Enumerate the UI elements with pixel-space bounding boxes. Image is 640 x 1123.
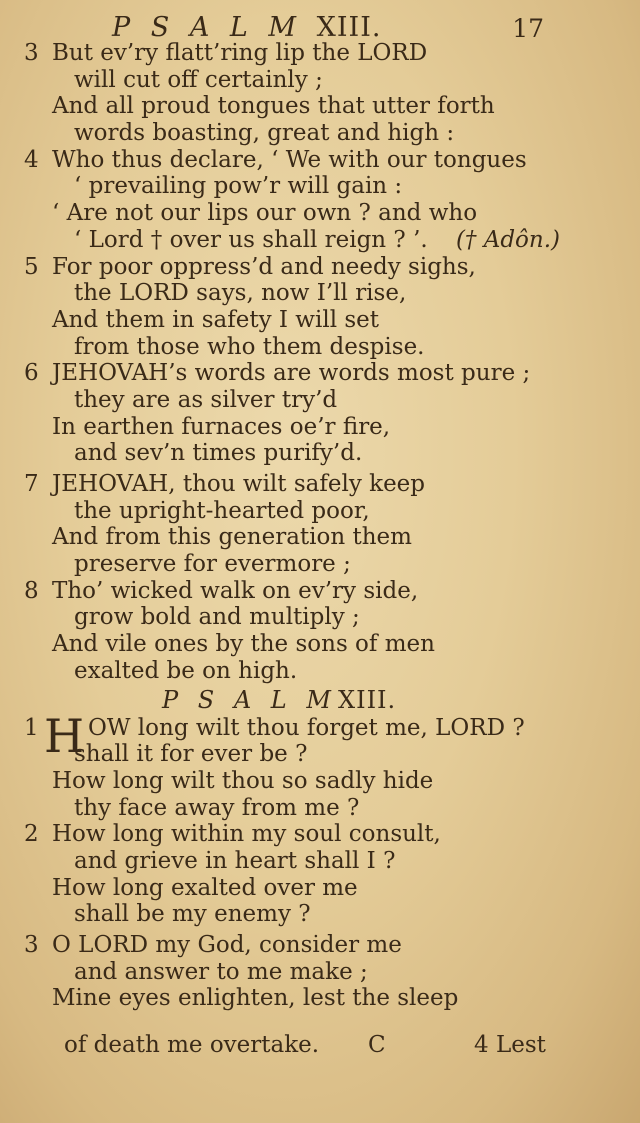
verse-text: And vile ones by the sons of men [52, 631, 435, 658]
psalm-12-continuation [0, 40, 640, 685]
verse-line [0, 631, 640, 658]
verse-text: the upright-hearted poor, [74, 497, 370, 524]
verse-line [0, 147, 640, 174]
verse-number: 8 [24, 577, 39, 604]
verse-number: 2 [24, 821, 39, 848]
running-title [112, 12, 381, 43]
verse-line [0, 440, 640, 467]
verse-line [0, 821, 640, 848]
psalm-heading [0, 685, 640, 715]
page-footer [0, 1032, 640, 1062]
verse-number: 4 [24, 146, 39, 173]
verse-text: O LORD my God, consider me [52, 932, 402, 958]
verse-text: preserve for evermore ; [74, 551, 351, 578]
verse-number: 3 [24, 932, 39, 958]
verse-text: Mine eyes enlighten, lest the sleep [52, 985, 459, 1012]
running-title-number: XIII. [316, 12, 382, 43]
verse-line [0, 551, 640, 578]
verse-line [0, 200, 640, 227]
page-number: 17 [512, 14, 544, 43]
signature-mark: C [368, 1032, 386, 1058]
verse-text: JEHOVAH’s words are words most pure ; [52, 360, 531, 387]
verse-line [0, 67, 640, 94]
drop-cap: H [44, 708, 85, 763]
verse-text: grow bold and multiply ; [74, 604, 360, 631]
verse-line [0, 254, 640, 281]
verse-line [0, 524, 640, 551]
psalm-heading-title: P S A L M [162, 685, 337, 714]
verse-text: from those who them despise. [74, 333, 425, 360]
verse-line [0, 93, 640, 120]
verse-line [0, 795, 640, 822]
verse-line [0, 604, 640, 631]
verse-text: thy face away from me ? [74, 794, 360, 821]
verse-text: and answer to me make ; [74, 958, 368, 985]
catchword: 4 Lest [474, 1032, 546, 1058]
verse-text: How long within my soul consult, [52, 821, 441, 848]
verse-line [0, 848, 640, 875]
verse-line [0, 498, 640, 525]
verse-text: And from this generation them [52, 524, 412, 551]
verse-text: exalted be on high. [74, 657, 298, 684]
psalm-heading-number: XIII. [338, 685, 397, 714]
verse-line [0, 280, 640, 307]
verse-text: In earthen furnaces oe’r fire, [52, 413, 391, 440]
verse-line [0, 741, 640, 768]
verse-text: ‘ Lord † over us shall reign ? ’. [74, 226, 428, 253]
verse-text: ‘ prevailing pow’r will gain : [74, 173, 403, 200]
verse-text: of death me overtake. [64, 1032, 320, 1058]
verse-text: and grieve in heart shall I ? [74, 847, 396, 874]
verse-text: shall be my enemy ? [74, 901, 311, 928]
marginal-note: († Adôn.) [455, 226, 560, 253]
verse-line [0, 578, 640, 605]
verse-number: 7 [24, 471, 39, 497]
verse-text: JEHOVAH, thou wilt safely keep [52, 471, 426, 497]
verse-text: Tho’ wicked walk on ev’ry side, [52, 577, 419, 604]
verse-line [0, 334, 640, 361]
verse-line [0, 120, 640, 147]
verse-text: will cut off certainly ; [74, 66, 323, 93]
psalm-13-verses [0, 741, 640, 1012]
verse-line [0, 227, 640, 254]
verse-number: 1 [24, 714, 39, 741]
verse-number: 5 [24, 253, 39, 280]
verse-line [0, 307, 640, 334]
verse-text: and sev’n times purify’d. [74, 440, 363, 467]
verse-number: 6 [24, 360, 39, 387]
page-body [0, 40, 640, 1012]
verse-number: 3 [24, 40, 39, 66]
verse-text: they are as silver try’d [74, 386, 338, 413]
verse-line [0, 875, 640, 902]
verse-line [0, 387, 640, 414]
verse-text: words boasting, great and high : [74, 120, 455, 147]
verse-text: And them in safety I will set [52, 306, 380, 333]
verse-line [0, 985, 640, 1012]
verse-line [0, 173, 640, 200]
running-title-text: P S A L M [112, 12, 303, 43]
verse-text: For poor oppress’d and needy sighs, [52, 253, 476, 280]
verse-line [0, 932, 640, 959]
verse-text: shall it for ever be ? [74, 741, 308, 768]
verse-text: ‘ Are not our lips our own ? and who [52, 200, 478, 227]
verse-line [0, 471, 640, 498]
verse-line [0, 414, 640, 441]
verse-text: the LORD says, now I’ll rise, [74, 280, 407, 307]
verse-line [0, 901, 640, 928]
verse-line [0, 658, 640, 685]
verse-text: But ev’ry flatt’ring lip the LORD [52, 40, 428, 66]
verse-line [0, 768, 640, 795]
verse-line [0, 959, 640, 986]
verse-text: OW long wilt thou forget me, LORD ? [88, 714, 525, 741]
verse-text: How long exalted over me [52, 874, 358, 901]
verse-text: Who thus declare, ‘ We with our tongues [52, 146, 527, 173]
verse-text: And all proud tongues that utter forth [52, 93, 495, 120]
verse-text: How long wilt thou so sadly hide [52, 767, 434, 794]
verse-line [0, 360, 640, 387]
verse-line [0, 40, 640, 67]
